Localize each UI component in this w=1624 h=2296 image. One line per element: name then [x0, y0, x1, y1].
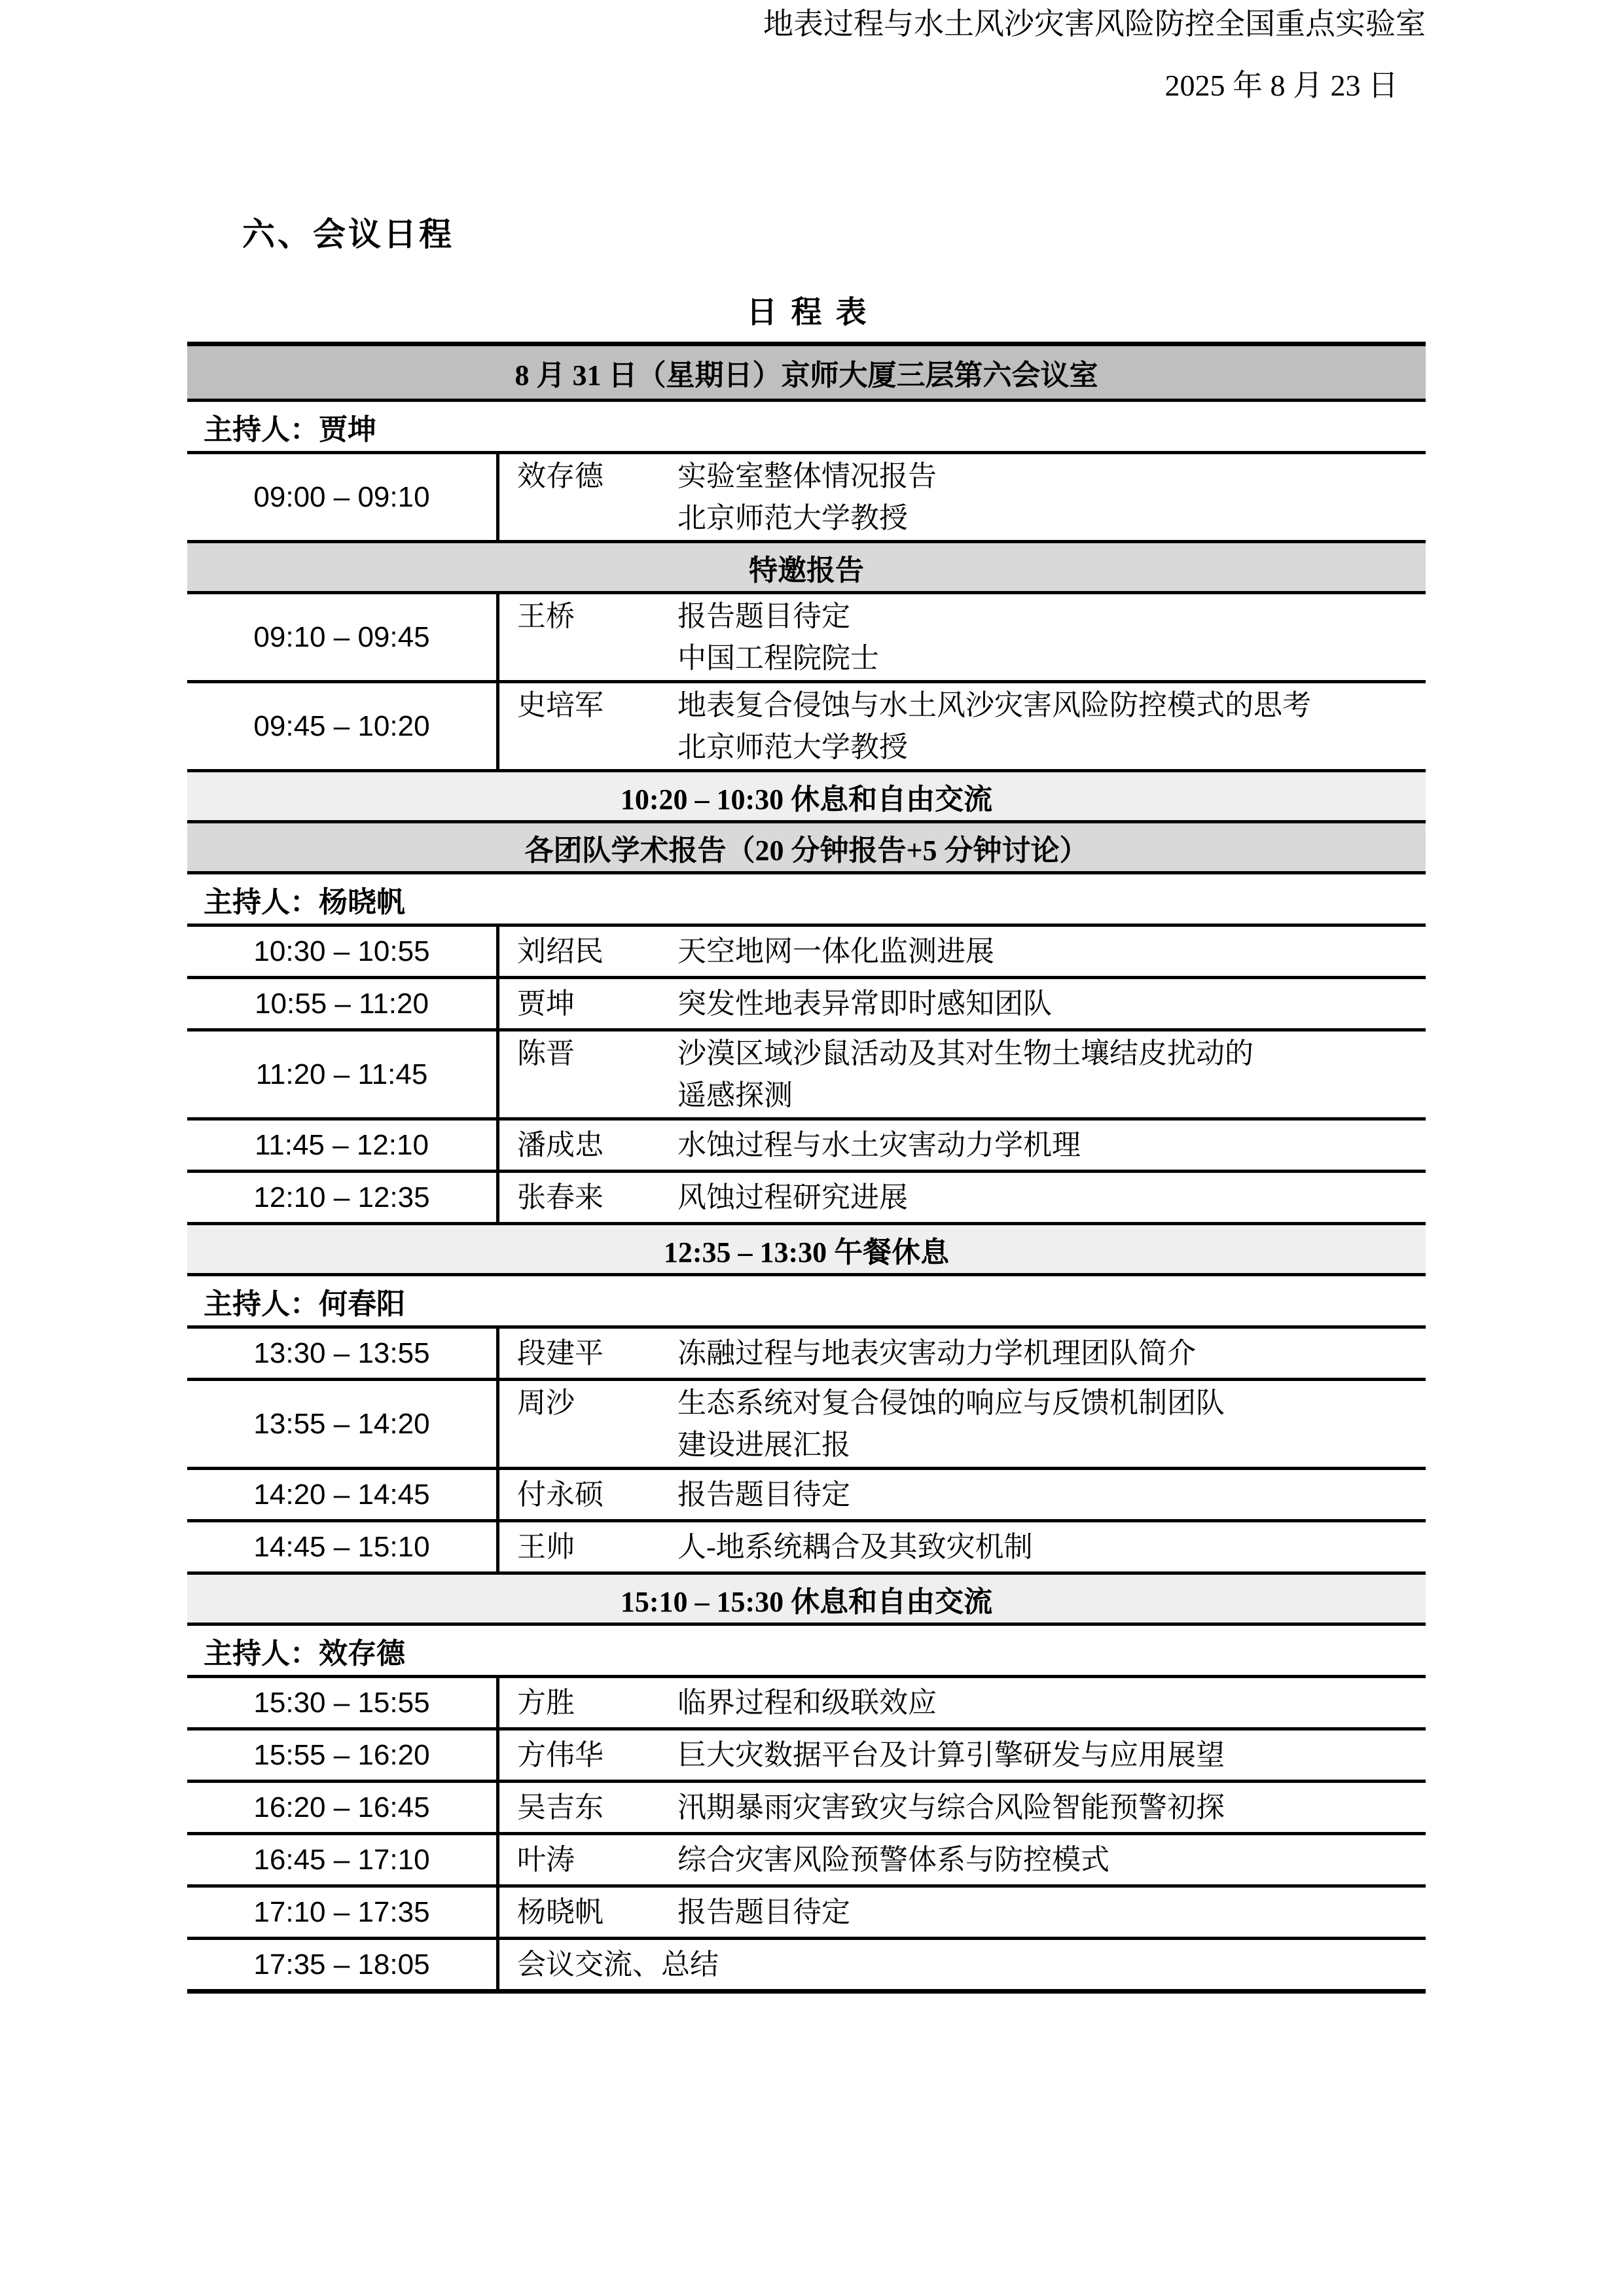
talk-title-line: 人-地系统耦合及其致灾机制 [677, 1530, 1033, 1563]
schedule-row-talk [187, 1170, 1426, 1222]
talk-title [677, 1033, 1419, 1117]
schedule-row-break [187, 1571, 1426, 1623]
schedule-row-talk [187, 1378, 1426, 1467]
schedule-row-chair [187, 871, 1426, 924]
talk-title-line: 报告题目待定 [677, 1895, 850, 1928]
talk-title [677, 1734, 1419, 1776]
talk-content-cell [496, 1173, 1426, 1222]
schedule-row-talk [187, 1780, 1426, 1832]
talk-title-line: 巨大灾数据平台及计算引擎研发与应用展望 [677, 1738, 1225, 1771]
break-label: 15:10 – 15:30 休息和自由交流 [620, 1585, 993, 1618]
footer-organization: 地表过程与水土风沙灾害风险防控全国重点实验室 [763, 7, 1426, 41]
talk-title-line: 地表复合侵蚀与水土风沙灾害风险防控模式的思考 [677, 689, 1311, 721]
speaker-name: 周沙 [517, 1387, 575, 1419]
schedule-row-talk [187, 1727, 1426, 1780]
talk-content-cell [496, 1031, 1426, 1117]
time-cell: 14:20 – 14:45 [253, 1478, 430, 1511]
talk-content-cell [496, 979, 1426, 1028]
time-cell: 09:00 – 09:10 [253, 480, 430, 513]
talk-title-line: 突发性地表异常即时感知团队 [677, 987, 1052, 1020]
talk-content-cell [496, 1381, 1426, 1467]
schedule-row-talk [187, 1832, 1426, 1884]
speaker-name: 张春来 [517, 1181, 604, 1213]
schedule-row-session [187, 540, 1426, 591]
schedule-row-talk [187, 451, 1426, 540]
talk-title [677, 931, 1419, 973]
time-cell: 17:35 – 18:05 [253, 1948, 430, 1981]
talk-content-cell [496, 1731, 1426, 1780]
talk-title-line: 风蚀过程研究进展 [677, 1181, 908, 1213]
speaker-name: 付永硕 [517, 1478, 604, 1511]
talk-content-cell [496, 1678, 1426, 1727]
talk-title-line: 冻融过程与地表灾害动力学机理团队简介 [677, 1336, 1196, 1369]
session-label: 特邀报告 [749, 554, 864, 586]
schedule-row-talk [187, 1325, 1426, 1378]
talk-title-line: 汛期暴雨灾害致灾与综合风险智能预警初探 [677, 1791, 1225, 1823]
talk-title-line: 沙漠区域沙鼠活动及其对生物土壤结皮扰动的 [677, 1037, 1254, 1069]
talk-title [677, 1682, 1419, 1724]
schedule-row-talk [187, 1467, 1426, 1519]
talk-content-cell [496, 1522, 1426, 1571]
schedule-rows [187, 399, 1426, 1989]
talk-title [677, 1333, 1419, 1374]
speaker-name: 吴吉东 [517, 1791, 604, 1823]
schedule-row-talk [187, 1117, 1426, 1170]
time-cell: 10:55 – 11:20 [255, 987, 429, 1020]
schedule-row-break [187, 769, 1426, 820]
schedule-row-talk [187, 1937, 1426, 1989]
time-cell: 15:55 – 16:20 [253, 1738, 430, 1771]
talk-title [677, 1787, 1419, 1829]
chair-label: 主持人：效存德 [204, 1637, 405, 1670]
talk-content-cell [496, 927, 1426, 976]
talk-title-line: 建设进展汇报 [677, 1429, 850, 1461]
talk-title-line: 综合灾害风险预警体系与防控模式 [677, 1843, 1110, 1876]
speaker-name: 贾坤 [517, 987, 575, 1020]
speaker-name: 王帅 [517, 1530, 575, 1563]
date-header-row [187, 346, 1426, 399]
talk-content-cell [496, 683, 1426, 769]
talk-title [677, 1839, 1419, 1881]
talk-title [677, 1382, 1419, 1466]
talk-title-line: 遥感探测 [677, 1079, 793, 1111]
speaker-name: 叶涛 [517, 1843, 575, 1876]
time-cell: 13:55 – 14:20 [253, 1407, 430, 1440]
speaker-name: 刘绍民 [517, 935, 604, 967]
schedule-row-chair [187, 1273, 1426, 1325]
talk-title [677, 1526, 1419, 1568]
schedule-row-talk [187, 680, 1426, 769]
speaker-name: 效存德 [517, 460, 604, 492]
footer [763, 0, 1426, 105]
talk-title-line: 实验室整体情况报告 [677, 460, 937, 492]
talk-content-cell [496, 1888, 1426, 1937]
talk-title [677, 1124, 1419, 1166]
talk-title-line: 报告题目待定 [677, 600, 850, 632]
talk-title [677, 983, 1419, 1025]
chair-label: 主持人：何春阳 [204, 1287, 405, 1320]
talk-title [677, 596, 1419, 679]
speaker-name: 方胜 [517, 1686, 575, 1719]
break-label: 10:20 – 10:30 休息和自由交流 [620, 783, 993, 816]
time-cell: 14:45 – 15:10 [253, 1530, 430, 1563]
table-title: 日程表 [746, 296, 880, 330]
schedule-row-talk [187, 1884, 1426, 1937]
break-label: 12:35 – 13:30 午餐休息 [663, 1236, 950, 1268]
schedule-row-talk [187, 976, 1426, 1028]
speaker-name: 史培军 [517, 689, 604, 721]
talk-title [677, 1177, 1419, 1219]
time-cell: 09:45 – 10:20 [253, 709, 430, 742]
talk-title [677, 1474, 1419, 1516]
talk-title-line: 天空地网一体化监测进展 [677, 935, 994, 967]
talk-content-cell [496, 1121, 1426, 1170]
talk-title-line: 北京师范大学教授 [677, 731, 908, 763]
schedule-table [187, 342, 1426, 1994]
talk-content-cell [496, 454, 1426, 540]
speaker-name: 杨晓帆 [517, 1895, 604, 1928]
date-header-label: 8 月 31 日（星期日）京师大厦三层第六会议室 [514, 359, 1098, 391]
talk-title-line: 水蚀过程与水土灾害动力学机理 [677, 1128, 1081, 1161]
speaker-name: 陈晋 [517, 1037, 575, 1069]
schedule-row-talk [187, 1519, 1426, 1571]
talk-content-cell [496, 1783, 1426, 1832]
time-cell: 10:30 – 10:55 [253, 935, 430, 967]
speaker-name: 王桥 [517, 600, 575, 632]
talk-title [677, 685, 1419, 768]
time-cell: 15:30 – 15:55 [253, 1686, 430, 1719]
time-cell: 13:30 – 13:55 [253, 1336, 430, 1369]
speaker-name: 方伟华 [517, 1738, 604, 1771]
schedule-row-talk [187, 924, 1426, 976]
chair-label: 主持人：杨晓帆 [204, 886, 405, 918]
talk-content-cell [496, 1329, 1426, 1378]
speaker-name: 会议交流、总结 [517, 1948, 719, 1981]
talk-content-cell [496, 1940, 1426, 1989]
time-cell: 12:10 – 12:35 [253, 1181, 430, 1213]
schedule-row-talk [187, 1028, 1426, 1117]
schedule-row-chair [187, 399, 1426, 451]
talk-content-cell [496, 1470, 1426, 1519]
talk-content-cell [496, 594, 1426, 680]
talk-title [677, 456, 1419, 539]
talk-title-line: 中国工程院院士 [677, 642, 879, 674]
talk-content-cell [496, 1835, 1426, 1884]
talk-title-line: 北京师范大学教授 [677, 502, 908, 534]
talk-title [677, 1892, 1419, 1933]
time-cell: 09:10 – 09:45 [253, 620, 430, 653]
time-cell: 17:10 – 17:35 [253, 1895, 430, 1928]
schedule-row-session [187, 820, 1426, 871]
talk-title-line: 临界过程和级联效应 [677, 1686, 937, 1719]
section-heading: 六、会议日程 [242, 216, 454, 253]
schedule-row-chair [187, 1623, 1426, 1675]
talk-title-line: 生态系统对复合侵蚀的响应与反馈机制团队 [677, 1387, 1225, 1419]
schedule-row-talk [187, 1675, 1426, 1727]
speaker-name: 潘成忠 [517, 1128, 604, 1161]
session-label: 各团队学术报告（20 分钟报告+5 分钟讨论） [524, 834, 1089, 867]
speaker-name: 段建平 [517, 1336, 604, 1369]
schedule-row-talk [187, 591, 1426, 680]
schedule-row-break [187, 1222, 1426, 1273]
time-cell: 11:20 – 11:45 [255, 1058, 428, 1090]
time-cell: 11:45 – 12:10 [255, 1128, 429, 1161]
chair-label: 主持人：贾坤 [204, 413, 376, 446]
footer-date: 2025 年 8 月 23 日 [1164, 69, 1398, 102]
time-cell: 16:45 – 17:10 [253, 1843, 430, 1876]
time-cell: 16:20 – 16:45 [253, 1791, 430, 1823]
talk-title-line: 报告题目待定 [677, 1478, 850, 1511]
